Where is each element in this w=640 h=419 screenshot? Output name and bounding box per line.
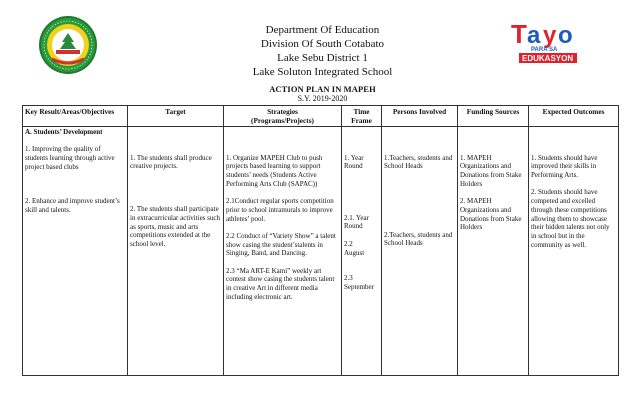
- header-time-line2: Frame: [351, 116, 372, 125]
- time-2-3-number: 2.3: [344, 274, 353, 283]
- school-seal-logo: [38, 15, 98, 75]
- outcome-2: 2. Students should have competed and excelled through these competitions allowing them to showcase their hidden talents not only in school but in the community as well.: [531, 188, 610, 249]
- header-time-line1: Time: [353, 107, 370, 116]
- table-header-row: [23, 106, 619, 127]
- svg-text:o: o: [558, 22, 573, 49]
- strategy-2-2: 2.2 Conduct of “Variety Show” a talent show casing the student’stalents in Singing, Band, and Dancing.: [226, 231, 336, 258]
- district-name: Lake Sebu District 1: [277, 52, 368, 64]
- header-time-frame: [342, 106, 382, 127]
- time-2-2-number: 2.2: [344, 239, 353, 248]
- strategy-2-3: 2.3 “Ma ART-E Kami” weekly art contest show casing the students talent in creative Art in different media including electronic art.: [226, 266, 335, 301]
- header-kra: Key Result/Areas/Objectives: [23, 106, 128, 127]
- letterhead: [190, 23, 455, 79]
- objectives-cell: [23, 127, 128, 376]
- target-cell: [128, 127, 224, 376]
- header-strategies-line2: (Programs/Projects): [251, 116, 314, 125]
- table-row: [23, 127, 619, 376]
- school-name: Lake Soluton Integrated School: [252, 66, 393, 78]
- svg-text:a: a: [527, 22, 541, 49]
- funding-2: 2. MAPEH Organizations and Donations from Stake Holders: [460, 197, 522, 232]
- time-2-2-month: August: [344, 248, 365, 257]
- header-funding: Funding Sources: [458, 106, 529, 127]
- school-year: S.Y. 2019-2020: [297, 94, 348, 103]
- target-1: 1. The students shall produce creative projects.: [130, 153, 212, 171]
- funding-1: 1. MAPEH Organizations and Donations from Stake Holders: [460, 153, 522, 188]
- time-1: 1. Year Round: [344, 153, 364, 171]
- objective-2: 2. Enhance and improve student’s skill and talents.: [25, 197, 120, 214]
- strategies-cell: [224, 127, 342, 376]
- funding-cell: [458, 127, 529, 376]
- header-strategies-line1: Strategies: [267, 107, 298, 116]
- objective-1: 1. Improving the quality of students learning through active project based clubs: [25, 145, 115, 171]
- division-name: Division Of South Cotabato: [260, 38, 385, 50]
- time-frame-cell: [342, 127, 382, 376]
- department-name: Department Of Education: [265, 24, 380, 36]
- time-2-3-month: September: [344, 282, 374, 291]
- plan-title: ACTION PLAN IN MAPEH: [269, 84, 376, 94]
- svg-text:y: y: [543, 22, 557, 49]
- header-persons: Persons Involved: [382, 106, 458, 127]
- document-title: [190, 84, 455, 104]
- header-strategies: [224, 106, 342, 127]
- persons-cell: [382, 127, 458, 376]
- svg-text:EDUKASYON: EDUKASYON: [522, 54, 574, 63]
- svg-text:PARA SA: PARA SA: [531, 47, 558, 53]
- strategy-2-1: 2.1Conduct regular sports competition prior to school intramurals to improve athletes’ pool.: [226, 197, 334, 223]
- persons-1: 1.Teachers, students and School Heads: [384, 153, 453, 171]
- section-heading: A. Students’ Development: [25, 128, 103, 136]
- header-outcomes: Expected Outcomes: [529, 106, 619, 127]
- outcomes-cell: [529, 127, 619, 376]
- tayo-para-sa-edukasyon-logo: [505, 17, 585, 67]
- action-plan-table: [22, 105, 619, 376]
- time-2-1: 2.1. Year Round: [344, 213, 369, 231]
- strategy-1: 1. Organize MAPEH Club to push projects based learning to support students’ needs (Students Active Performing Arts Club (SAPAC)): [226, 153, 323, 188]
- target-2: 2. The students shall participate in extracurricular activities such as sports, music and arts competitions extended at the school level.: [130, 205, 220, 248]
- header-target: Target: [128, 106, 224, 127]
- persons-2: 2.Teachers, students and School Heads: [384, 230, 453, 248]
- outcome-1: 1. Students should have improved their skills in Performing Arts.: [531, 153, 598, 180]
- svg-text:T: T: [511, 19, 527, 49]
